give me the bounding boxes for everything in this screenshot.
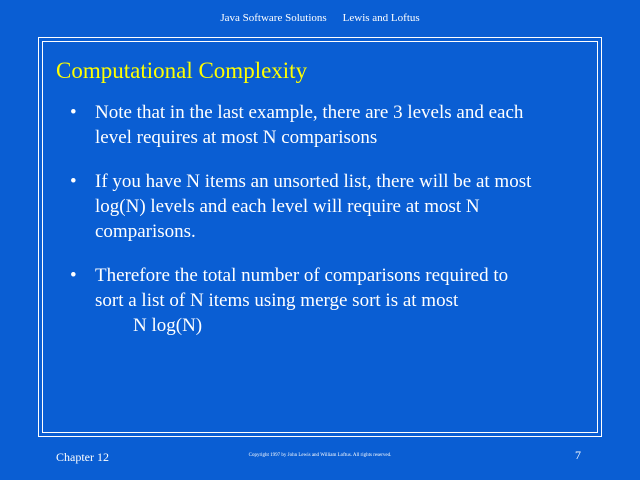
page-number: 7 <box>575 448 581 462</box>
bullet-line: sort a list of N items using merge sort is at most <box>95 290 459 311</box>
bullet-line: comparisons. <box>95 221 196 242</box>
bullet-line: Note that in the last example, there are 3 levels and each <box>95 102 524 123</box>
copyright-notice: Copyright 1997 by John Lewis and William Loftus. All rights reserved. <box>248 453 392 458</box>
book-authors: Lewis and Loftus <box>342 12 420 24</box>
slide-title: Computational Complexity <box>56 58 308 83</box>
bullet-marker: • <box>70 102 77 123</box>
bullet-line: Therefore the total number of comparisons required to <box>95 265 509 286</box>
bullet-list <box>56 100 596 357</box>
slide-header <box>0 11 640 25</box>
book-title: Java Software Solutions <box>220 12 327 24</box>
complexity-formula: N log(N) <box>133 315 203 336</box>
bullet-item-1 <box>56 100 596 150</box>
bullet-line: level requires at most N comparisons <box>95 127 378 148</box>
bullet-item-3 <box>56 263 596 338</box>
bullet-line: If you have N items an unsorted list, there will be at most <box>95 171 532 192</box>
bullet-item-2 <box>56 169 596 244</box>
bullet-marker: • <box>70 265 77 286</box>
chapter-label: Chapter 12 <box>56 450 109 464</box>
bullet-line: log(N) levels and each level will require at most N <box>95 196 480 217</box>
bullet-marker: • <box>70 171 77 192</box>
